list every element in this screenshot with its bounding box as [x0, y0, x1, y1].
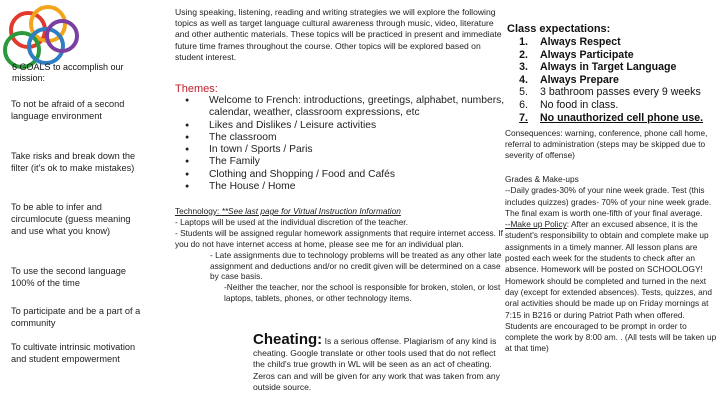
- expectation-number: 1.: [519, 36, 528, 48]
- consequences-text: Consequences: warning, conference, phone call home, referral to administration (steps may be skipped due to severity of offense): [505, 128, 708, 161]
- themes-heading: Themes:: [175, 83, 218, 95]
- logo-caption: 6 GOALS to accomplish our mission:: [12, 62, 124, 83]
- expectation-item: [507, 99, 720, 112]
- expectation-text: No food in class.: [540, 98, 619, 111]
- grades-heading: Grades & Make-ups: [505, 174, 579, 184]
- makeup-policy: [505, 219, 718, 275]
- expectation-text: 3 bathroom passes every 9 weeks: [540, 86, 701, 99]
- grades-section: [505, 174, 718, 355]
- theme-item: ● The House / Home: [170, 181, 505, 193]
- theme-item: ● In town / Sports / Paris: [170, 144, 505, 156]
- goal-item: To be able to infer and circumlocute (guess meaning and use what you know): [11, 202, 131, 236]
- homework-text: Homework should be completed and turned in the next day (except for extended absences). Tests, quizzes, and oral activities should be made up on Friday mornings at 7:15 in B216 or during Patriot Path when offered. Students are encouraged to be prompt in order to complete the work by 8:00 am. . (All tests will be taken up at that time): [505, 275, 717, 354]
- expectation-text: Always Participate: [540, 48, 634, 61]
- expectation-item: [507, 49, 720, 62]
- expectation-number: 3.: [519, 61, 528, 74]
- expectation-item: [507, 74, 720, 87]
- expectation-item: [507, 36, 720, 49]
- makeup-policy-text: : After an excused absence, it is the student's responsibility to obtain and complete make up assignments in a timely manner. All lesson plans are posted each week for the students to check after an absence. Homework will be posted on SCHOOLOGY!: [505, 219, 709, 275]
- expectation-number: 4.: [519, 73, 528, 86]
- course-intro: Using speaking, listening, reading and writing strategies we will explore the following topics as well as target language cultural awareness through music, video, literature and other authentic materials. These topics will be practiced in present and immediate future time frames throughout the course. Other topics will be explored based on student interest.: [175, 7, 502, 62]
- goal-item: To participate and be a part of a community: [11, 306, 141, 328]
- expectations-heading: Class expectations:: [507, 23, 611, 35]
- expectation-item: [507, 112, 720, 125]
- expectation-number: 2.: [519, 48, 528, 61]
- makeup-policy-label: --Make up Policy: [505, 219, 567, 230]
- themes-list: [170, 95, 505, 193]
- theme-item: ● The classroom: [170, 132, 505, 144]
- expectation-item: [507, 86, 720, 99]
- goal-item: Take risks and break down the filter (it's ok to make mistakes): [11, 151, 136, 173]
- theme-item: ● Clothing and Shopping / Food and Cafés: [170, 169, 505, 181]
- technology-heading: [175, 206, 505, 217]
- theme-item: ● Welcome to French: introductions, greetings, alphabet, numbers, calendar, weather, classroom expressions, etc: [170, 95, 505, 120]
- expectation-number: 7.: [519, 111, 528, 124]
- technology-title: Technology:: [175, 206, 220, 216]
- technology-subtitle: **See last page for Virtual Instruction Information: [221, 206, 401, 216]
- expectation-text: Always Respect: [540, 36, 621, 48]
- technology-line: - Laptops will be used at the individual discretion of the teacher.: [175, 216, 408, 227]
- goal-item: To cultivate intrinsic motivation and student empowerment: [11, 342, 136, 364]
- theme-item: ● Likes and Dislikes / Leisure activities: [170, 120, 505, 132]
- technology-late-line: - Late assignments due to technology problems will be treated as any other late assignment and deductions and/or no credit given will be determined on a case by case basis.: [210, 249, 502, 282]
- cheating-text: Is a serious offense. Plagiarism of any kind is cheating. Google translate or other tools used that do not reflect the child's true growth in WL will be seen as an act of cheating. Zeros can and will be given for any work that was taken from any outside source.: [253, 336, 500, 392]
- theme-item: ● The Family: [170, 156, 505, 168]
- expectation-text: Always Prepare: [540, 73, 619, 86]
- expectation-item: [507, 61, 720, 74]
- technology-line: - Students will be assigned regular homework assignments that require internet access. If you do not have internet access at home, please see me for an individual plan.: [175, 227, 503, 249]
- expectation-text: Always in Target Language: [540, 61, 677, 74]
- technology-section: [175, 206, 505, 304]
- technology-responsibility-line: -Neither the teacher, nor the school is responsible for broken, stolen, or lost laptops, tablets, phones, or other technology items.: [224, 282, 501, 304]
- expectation-number: 5.: [519, 86, 528, 99]
- expectations-list: [507, 36, 720, 124]
- goal-item: To use the second language 100% of the time: [11, 266, 126, 288]
- expectation-number: 6.: [519, 98, 528, 111]
- grades-daily-text: --Daily grades-30% of your nine week grade. Test (this includes quizzes) grades- 70% of your nine week grade. The final exam is worth one-fifth of your final average.: [505, 185, 712, 218]
- goal-item: To not be afraid of a second language environment: [11, 99, 125, 121]
- cheating-heading: Cheating:: [253, 331, 323, 348]
- expectation-text: No unauthorized cell phone use.: [540, 111, 704, 124]
- cheating-section: [253, 331, 503, 394]
